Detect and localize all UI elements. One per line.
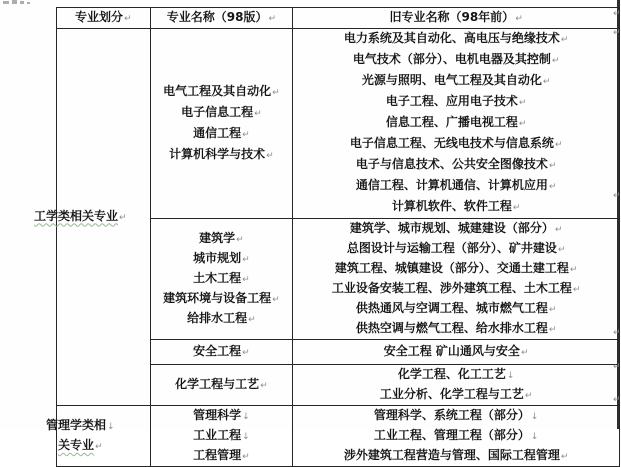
- row-end-mark: ↵: [613, 362, 621, 372]
- major-cell: [150, 29, 293, 219]
- text-line: [151, 145, 293, 166]
- line-text: 电子信息工程: [181, 104, 254, 119]
- paragraph-mark: ↵: [554, 140, 563, 150]
- line-text: 电子工程、应用电子技术: [385, 94, 518, 108]
- text-line: [151, 82, 293, 103]
- text-line: [293, 50, 619, 71]
- major-cell: [150, 219, 293, 340]
- line-text: 安全工程: [193, 344, 242, 358]
- text-line: [151, 124, 293, 145]
- line-text: 工业工程: [193, 428, 242, 442]
- row-end-mark: ↵: [613, 191, 621, 201]
- row-end-mark: ↵: [613, 28, 621, 38]
- paragraph-mark: ↵: [272, 295, 280, 305]
- line-text: 光源与照明、电气工程及其自动化: [361, 73, 542, 87]
- line-text: 建筑环境与设备工程: [163, 291, 272, 305]
- paragraph-mark: ↵: [551, 56, 560, 66]
- line-text: 城市规划: [193, 251, 242, 265]
- paragraph-mark: ↵: [515, 14, 523, 24]
- header-label: 专业划分: [75, 10, 124, 24]
- text-line: [293, 92, 619, 113]
- text-line: [293, 71, 619, 92]
- paragraph-mark: ↵: [95, 442, 103, 452]
- text-line: [293, 426, 619, 446]
- text-line: [151, 426, 293, 446]
- line-break-mark: ↓: [530, 412, 539, 422]
- old-majors-cell: [293, 362, 621, 406]
- header-cell-division: [57, 8, 151, 29]
- text-line: [151, 406, 293, 426]
- text-line: [293, 406, 619, 426]
- line-break-mark: ↓: [242, 432, 250, 442]
- text-line: [151, 289, 293, 309]
- line-text: 计算机科学与技术: [169, 146, 266, 161]
- line-text: 给排水工程: [187, 311, 248, 325]
- text-line: [34, 207, 127, 228]
- major-cell: [150, 340, 293, 365]
- text-line: [293, 319, 619, 339]
- text-line: [151, 249, 293, 269]
- text-line: [293, 134, 619, 155]
- line-text: 管理学类相: [46, 418, 107, 432]
- paragraph-mark: ↵: [518, 98, 527, 108]
- text-line: [293, 279, 619, 299]
- paragraph-mark: ↵: [560, 35, 569, 45]
- line-text: 安全工程 矿山通风与安全: [383, 344, 520, 358]
- line-break-mark: ↓: [530, 432, 539, 442]
- paragraph-mark: ↵: [124, 14, 132, 24]
- text-line: [293, 113, 619, 134]
- paragraph-mark: ↵: [254, 108, 262, 119]
- header-label: 专业名称（98版）: [166, 10, 268, 24]
- paragraph-mark: ↵: [260, 381, 268, 391]
- paragraph-mark: ↵: [548, 305, 557, 315]
- old-majors-cell: [293, 340, 620, 365]
- row-end-mark: ↵: [613, 328, 621, 338]
- paragraph-mark: ↵: [554, 225, 563, 235]
- paragraph-mark: ↵: [272, 87, 280, 98]
- line-text: 涉外建筑工程营造与管理、国际工程管理: [343, 448, 560, 462]
- text-line: [293, 155, 619, 176]
- paragraph-mark: ↵: [520, 348, 529, 358]
- division-cell: [34, 29, 151, 406]
- old-majors-cell: [293, 219, 620, 340]
- line-text: 电子信息工程、无线电技术与信息系统: [349, 136, 554, 150]
- line-text: 通信工程、计算机通信、计算机应用: [355, 178, 548, 192]
- line-text: 工业工程、管理工程（部分）: [373, 428, 530, 442]
- line-text: 管理科学: [193, 408, 242, 422]
- table-header-row: [57, 8, 620, 29]
- line-text: 工学类相关专业: [34, 208, 119, 223]
- text-line: [293, 446, 619, 466]
- line-text: 电气工程及其自动化: [163, 83, 272, 98]
- paragraph-mark: ↵: [242, 275, 250, 285]
- line-text: 供热空调与燃气工程、给水排水工程: [355, 321, 548, 335]
- paragraph-mark: ↵: [548, 325, 557, 335]
- text-line: [293, 362, 621, 385]
- paragraph-mark: ↵: [242, 348, 250, 358]
- text-line: [151, 309, 293, 329]
- major-mapping-table: [34, 7, 620, 467]
- line-text: 供热通风与空调工程、城市燃气工程: [355, 301, 548, 315]
- line-break-mark: ↓: [506, 371, 515, 381]
- line-text: 总图设计与运输工程（部分）、矿井建设: [346, 241, 557, 255]
- paragraph-mark: ↵: [268, 14, 277, 24]
- division-cell: [46, 406, 151, 467]
- line-text: 计算机软件、软件工程: [391, 199, 512, 213]
- line-text: 土木工程: [193, 271, 242, 285]
- text-line: [293, 197, 619, 218]
- old-majors-cell: [293, 29, 620, 219]
- text-line: [151, 269, 293, 289]
- paragraph-mark: ↵: [548, 182, 557, 192]
- text-line: [34, 436, 127, 456]
- line-text: 通信工程: [193, 125, 242, 140]
- line-text: 工程管理: [193, 448, 242, 462]
- paragraph-mark: ↵: [572, 285, 581, 295]
- text-line: [293, 385, 619, 405]
- major-cell: [150, 406, 293, 467]
- paragraph-mark: ↵: [242, 255, 250, 265]
- line-text: 信息工程、广播电视工程: [385, 115, 518, 129]
- paragraph-mark: ↵: [242, 452, 250, 462]
- text-line: [293, 239, 619, 259]
- line-text: 关专业: [58, 438, 95, 452]
- header-cell-major-98: [150, 8, 293, 29]
- text-line: [293, 219, 619, 239]
- table-row: [57, 406, 620, 467]
- paragraph-mark: ↵: [248, 315, 256, 325]
- line-break-mark: ↓: [107, 422, 115, 432]
- text-line: [151, 375, 293, 395]
- line-text: 电气技术（部分）、电机电器及其控制: [352, 52, 551, 66]
- text-line: [293, 299, 619, 319]
- line-text: 化学工程与工艺: [175, 377, 260, 391]
- paragraph-mark: ↵: [569, 265, 578, 275]
- paragraph-mark: ↵: [518, 119, 527, 129]
- line-text: 电力系统及其自动化、高电压与绝缘技术: [343, 31, 560, 45]
- line-text: 化学工程、化工工艺: [397, 367, 506, 381]
- cropped-text-fragment: [2, 0, 36, 5]
- line-text: 工业分析、化学工程与工艺: [379, 387, 524, 401]
- table-body: [34, 29, 620, 467]
- line-text: 电子与信息技术、公共安全图像技术: [355, 157, 548, 171]
- row-end-mark: ↵: [613, 395, 621, 405]
- paragraph-mark: ↵: [236, 235, 244, 245]
- text-line: [293, 176, 619, 197]
- line-text: 建筑学、城市规划、城建建设（部分）: [349, 221, 554, 235]
- old-majors-cell: [293, 406, 620, 467]
- paragraph-mark: ↵: [548, 161, 557, 171]
- paragraph-mark: ↵: [524, 391, 533, 401]
- paragraph-mark: ↵: [542, 77, 551, 87]
- header-label: 旧专业名称（98年前）: [389, 10, 515, 24]
- text-line: [293, 259, 619, 279]
- text-line: [151, 229, 293, 249]
- line-text: 工业设备安装工程、涉外建筑工程、土木工程: [331, 281, 572, 295]
- paragraph-mark: ↵: [560, 452, 569, 462]
- line-text: 建筑工程、城镇建设（部分）、交通土建工程: [334, 261, 569, 275]
- paragraph-mark: ↵: [266, 150, 274, 161]
- paragraph-mark: ↵: [512, 203, 521, 213]
- row-end-mark: ↵: [613, 9, 621, 19]
- paragraph-mark: ↵: [242, 129, 250, 140]
- line-text: 管理科学、系统工程（部分）: [373, 408, 530, 422]
- paragraph-mark: ↵: [557, 245, 566, 255]
- text-line: [151, 446, 293, 466]
- text-line: [151, 103, 293, 124]
- header-cell-old-major: [293, 8, 620, 29]
- text-line: [34, 416, 127, 436]
- text-line: [151, 342, 293, 362]
- text-line: [293, 29, 619, 50]
- line-break-mark: ↓: [242, 412, 250, 422]
- line-text: 建筑学: [199, 231, 236, 245]
- table-row: [57, 29, 620, 219]
- paragraph-mark: ↵: [119, 212, 127, 223]
- major-cell: [150, 365, 293, 406]
- text-line: [293, 342, 619, 362]
